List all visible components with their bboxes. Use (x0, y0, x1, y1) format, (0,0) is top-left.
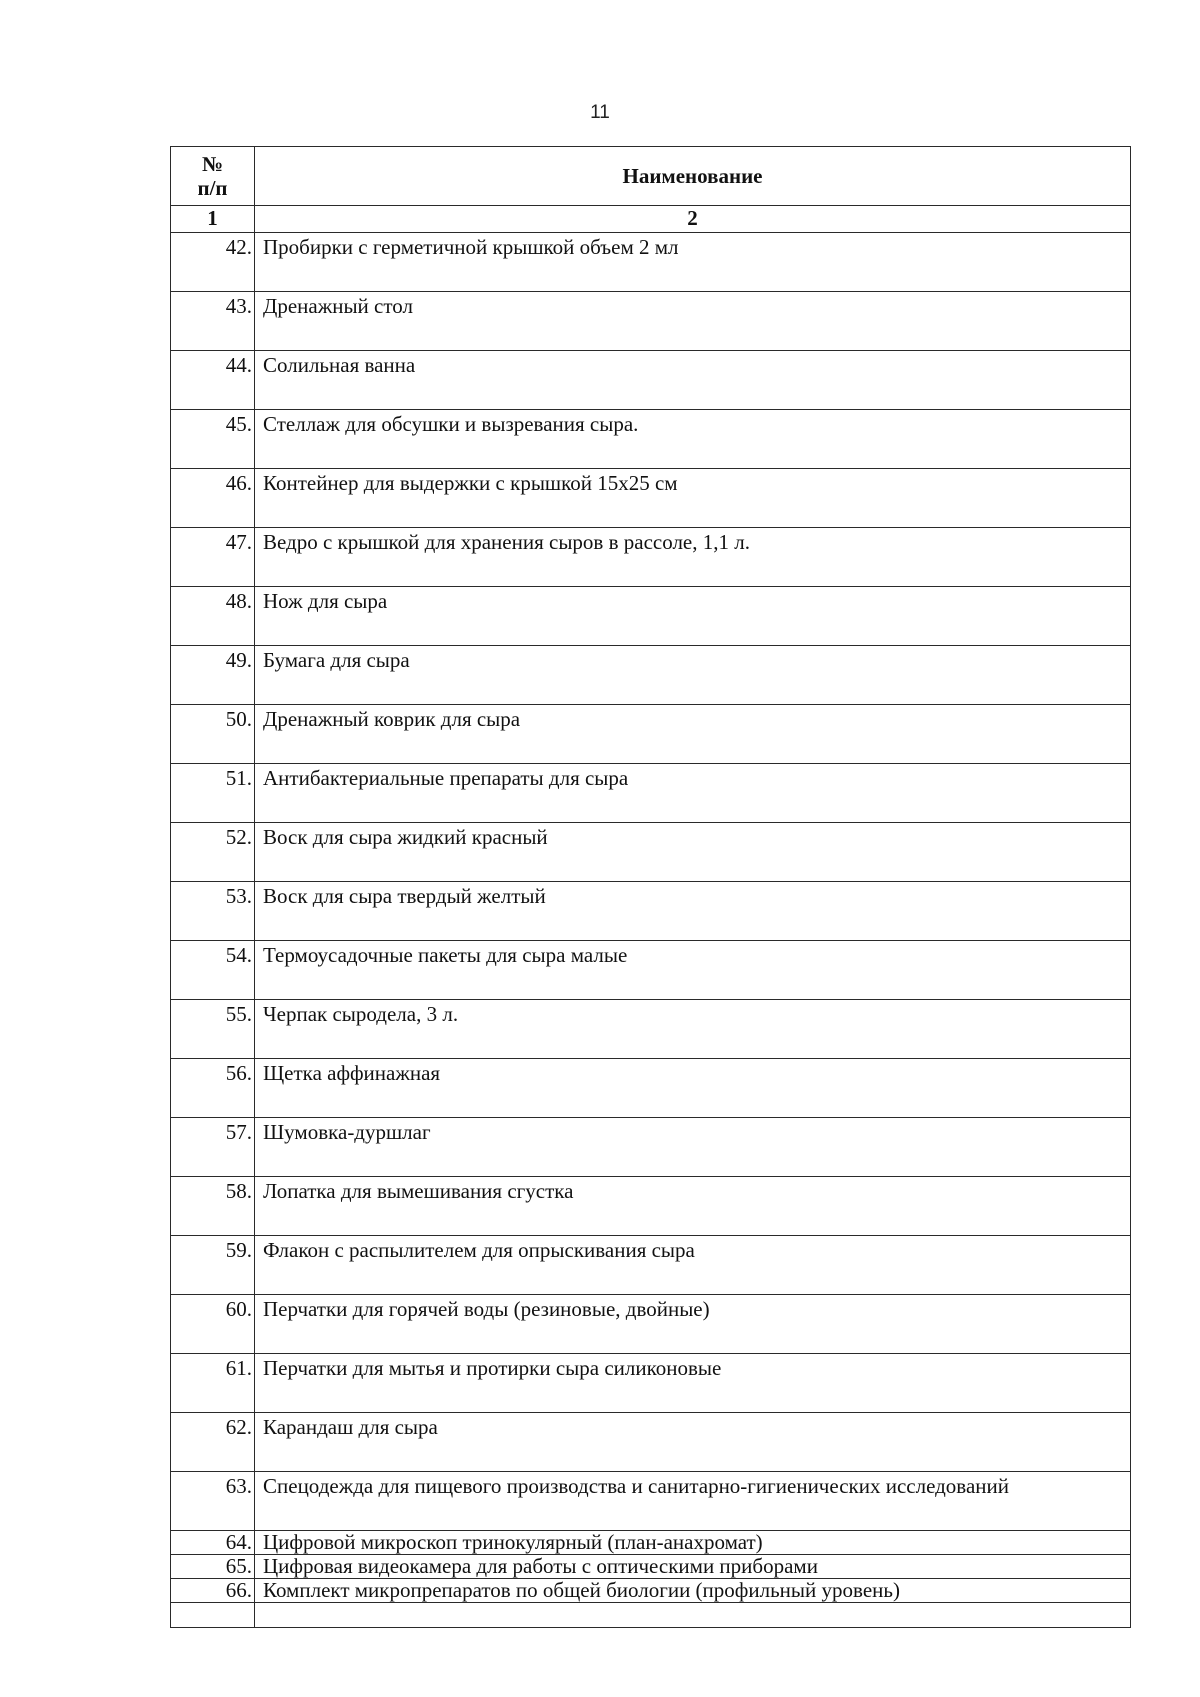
row-number: 58. (171, 1177, 255, 1236)
table-row (171, 1177, 1131, 1236)
row-name: Термоусадочные пакеты для сыра малые (255, 941, 1131, 1000)
row-number: 63. (171, 1472, 255, 1531)
row-number: 62. (171, 1413, 255, 1472)
row-number: 46. (171, 469, 255, 528)
column-index-2: 2 (255, 206, 1131, 233)
row-name: Бумага для сыра (255, 646, 1131, 705)
row-number: 45. (171, 410, 255, 469)
row-name: Дренажный коврик для сыра (255, 705, 1131, 764)
table-row (171, 1472, 1131, 1531)
row-number: 43. (171, 292, 255, 351)
row-name: Щетка аффинажная (255, 1059, 1131, 1118)
table-row (171, 292, 1131, 351)
equipment-table (170, 146, 1131, 1628)
row-name: Карандаш для сыра (255, 1413, 1131, 1472)
table-tail-row (171, 1603, 1131, 1628)
table-row (171, 1555, 1131, 1579)
row-number: 42. (171, 233, 255, 292)
row-number: 49. (171, 646, 255, 705)
row-name: Ведро с крышкой для хранения сыров в рассоле, 1,1 л. (255, 528, 1131, 587)
row-number: 55. (171, 1000, 255, 1059)
row-name: Черпак сыродела, 3 л. (255, 1000, 1131, 1059)
table-row (171, 1236, 1131, 1295)
row-number: 65. (171, 1555, 255, 1579)
row-name: Лопатка для вымешивания сгустка (255, 1177, 1131, 1236)
row-name: Нож для сыра (255, 587, 1131, 646)
row-name: Дренажный стол (255, 292, 1131, 351)
table-row (171, 1413, 1131, 1472)
table-row (171, 587, 1131, 646)
row-name: Спецодежда для пищевого производства и санитарно-гигиенических исследований (255, 1472, 1131, 1531)
table-row (171, 764, 1131, 823)
table-row (171, 1354, 1131, 1413)
table-row (171, 705, 1131, 764)
tail-cell-num (171, 1603, 255, 1628)
row-number: 64. (171, 1531, 255, 1555)
column-index-row (171, 206, 1131, 233)
row-number: 57. (171, 1118, 255, 1177)
table-row (171, 469, 1131, 528)
row-number: 60. (171, 1295, 255, 1354)
row-number: 59. (171, 1236, 255, 1295)
table-row (171, 1531, 1131, 1555)
table-row (171, 1295, 1131, 1354)
row-number: 50. (171, 705, 255, 764)
row-number: 51. (171, 764, 255, 823)
row-name: Флакон с распылителем для опрыскивания сыра (255, 1236, 1131, 1295)
header-number-symbol: № (201, 152, 224, 176)
table-row (171, 1579, 1131, 1603)
table-row (171, 882, 1131, 941)
table-row (171, 1000, 1131, 1059)
row-name: Воск для сыра твердый желтый (255, 882, 1131, 941)
row-name: Антибактериальные препараты для сыра (255, 764, 1131, 823)
table-row (171, 351, 1131, 410)
row-name: Комплект микропрепаратов по общей биологии (профильный уровень) (255, 1579, 1131, 1603)
row-number: 66. (171, 1579, 255, 1603)
row-name: Воск для сыра жидкий красный (255, 823, 1131, 882)
row-name: Цифровая видеокамера для работы с оптическими приборами (255, 1555, 1131, 1579)
row-name: Перчатки для мытья и протирки сыра силиконовые (255, 1354, 1131, 1413)
header-number-abbrev: п/п (197, 176, 228, 200)
row-name: Солильная ванна (255, 351, 1131, 410)
table-header-row (171, 147, 1131, 206)
row-number: 47. (171, 528, 255, 587)
column-index-1: 1 (171, 206, 255, 233)
row-number: 48. (171, 587, 255, 646)
tail-cell-name (255, 1603, 1131, 1628)
table-row (171, 823, 1131, 882)
header-name-cell: Наименование (255, 147, 1131, 206)
row-name: Перчатки для горячей воды (резиновые, двойные) (255, 1295, 1131, 1354)
row-name: Пробирки с герметичной крышкой объем 2 мл (255, 233, 1131, 292)
row-name: Стеллаж для обсушки и вызревания сыра. (255, 410, 1131, 469)
row-number: 53. (171, 882, 255, 941)
table-row (171, 1059, 1131, 1118)
table-row (171, 1118, 1131, 1177)
header-number-cell (171, 147, 255, 206)
row-number: 56. (171, 1059, 255, 1118)
table-row (171, 233, 1131, 292)
row-name: Контейнер для выдержки с крышкой 15х25 см (255, 469, 1131, 528)
table-body (171, 233, 1131, 1603)
table-row (171, 528, 1131, 587)
row-number: 54. (171, 941, 255, 1000)
table-row (171, 941, 1131, 1000)
row-name: Шумовка-дуршлаг (255, 1118, 1131, 1177)
row-number: 52. (171, 823, 255, 882)
table-row (171, 646, 1131, 705)
page-number: 11 (590, 102, 610, 123)
row-name: Цифровой микроскоп тринокулярный (план-анахромат) (255, 1531, 1131, 1555)
row-number: 44. (171, 351, 255, 410)
table-row (171, 410, 1131, 469)
row-number: 61. (171, 1354, 255, 1413)
